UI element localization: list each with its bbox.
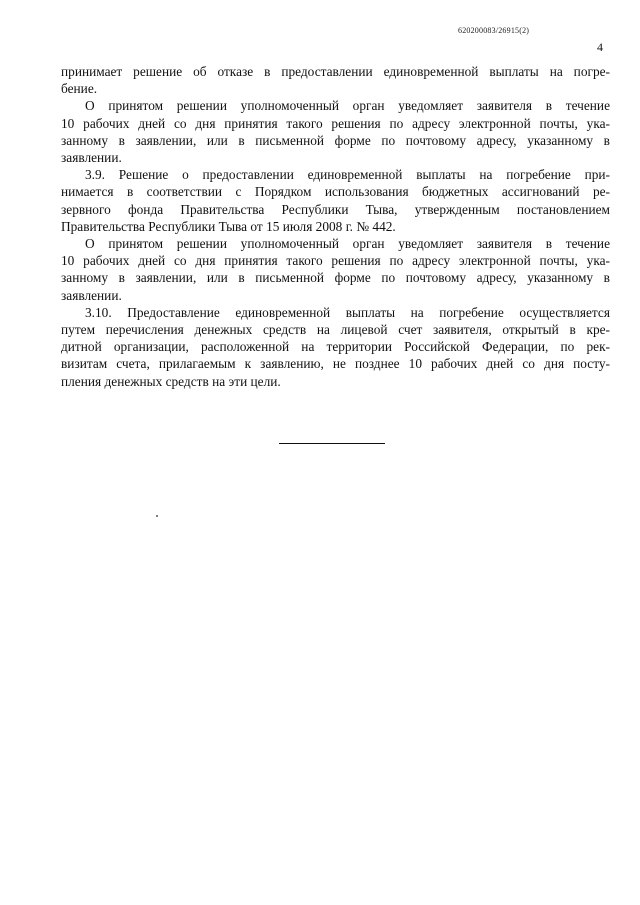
- text-line: 3.10. Предоставление единовременной выплаты на погребение осуществляется: [85, 304, 610, 320]
- scan-speck: [156, 515, 158, 517]
- closing-divider: [279, 443, 385, 444]
- text-line: заявлении.: [61, 150, 122, 166]
- page-number: 4: [597, 40, 603, 54]
- text-line: бение.: [61, 81, 98, 97]
- text-line: заявлении.: [61, 287, 122, 303]
- text-line: путем перечисления денежных средств на лицевой счет заявителя, открытый в кре-: [61, 322, 610, 338]
- text-line: О принятом решении уполномоченный орган уведомляет заявителя в течение: [85, 98, 610, 114]
- text-line: 10 рабочих дней со дня принятия такого решения по адресу электронной почты, ука-: [61, 115, 610, 131]
- text-line: зервного фонда Правительства Республики Тыва, утвержденным постановлением: [61, 201, 610, 217]
- document-id: 620200083/26915(2): [458, 26, 530, 35]
- text-line: принимает решение об отказе в предоставлении единовременной выплаты на погре-: [61, 64, 610, 79]
- text-line: занному в заявлении, или в письменной форме по почтовому адресу, указанному в: [61, 132, 610, 148]
- text-line: пления денежных средств на эти цели.: [61, 373, 281, 389]
- text-line: 3.9. Решение о предоставлении единовременной выплаты на погребение при-: [85, 167, 610, 183]
- text-line: визитам счета, прилагаемым к заявлению, не позднее 10 рабочих дней со дня посту-: [61, 356, 610, 372]
- text-line: Правительства Республики Тыва от 15 июля 2008 г. № 442.: [61, 218, 396, 234]
- document-body: [61, 63, 610, 390]
- text-line: О принятом решении уполномоченный орган уведомляет заявителя в течение: [85, 236, 610, 252]
- text-line: дитной организации, расположенной на территории Российской Федерации, по рек-: [61, 339, 610, 355]
- text-line: нимается в соответствии с Порядком использования бюджетных ассигнований ре-: [61, 184, 610, 200]
- text-line: 10 рабочих дней со дня принятия такого решения по адресу электронной почты, ука-: [61, 253, 610, 269]
- text-line: занному в заявлении, или в письменной форме по почтовому адресу, указанному в: [61, 270, 610, 286]
